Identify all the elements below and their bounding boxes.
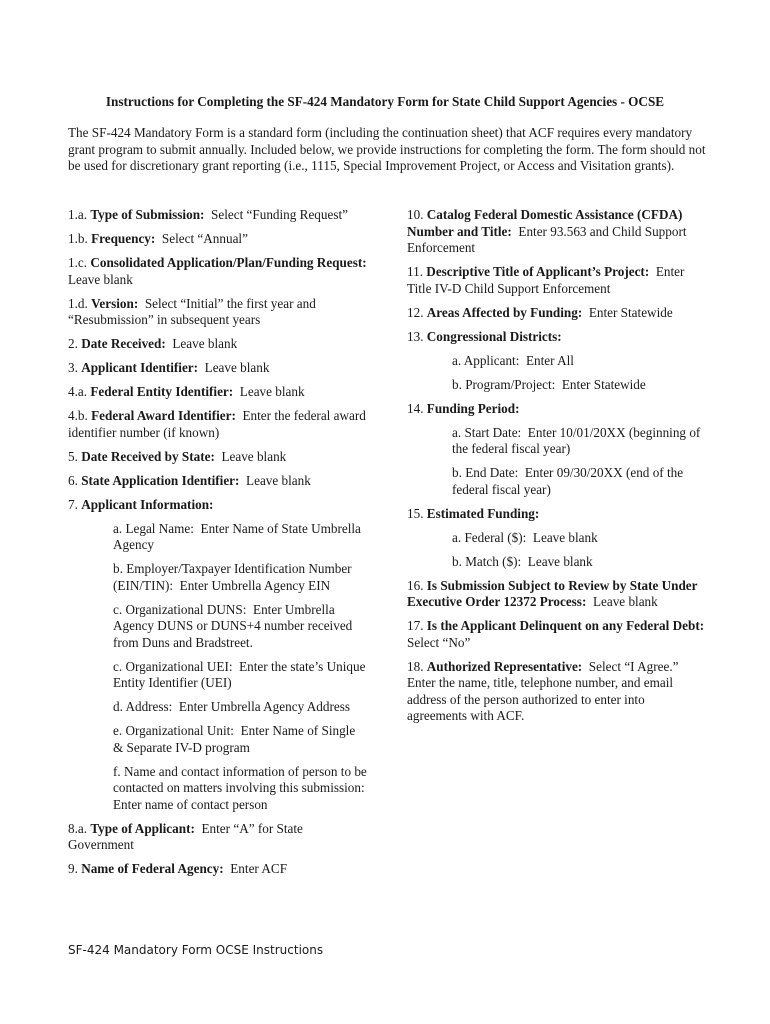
item-number: 1.a. [68, 207, 91, 222]
instruction-item [68, 255, 374, 288]
instruction-subitem [113, 561, 368, 594]
instruction-item [68, 497, 368, 514]
item-text: a. Start Date: Enter 10/01/20XX (beginning of the federal fiscal year) [452, 424, 704, 456]
item-label: Date Received by State: [81, 448, 215, 464]
item-number: 16. [407, 577, 427, 593]
instruction-subitem [113, 521, 368, 554]
item-text: Enter the federal award identifier number (if known) [68, 408, 370, 440]
item-text: Leave blank [586, 594, 658, 609]
item-label: Estimated Funding: [426, 505, 540, 521]
item-text: Enter Statewide [582, 304, 673, 320]
item-number: 2. [68, 336, 82, 351]
item-text: Leave blank [198, 360, 270, 375]
item-number: 13. [407, 328, 427, 344]
item-label: Applicant Identifier: [81, 360, 199, 375]
item-number: 7. [68, 496, 82, 512]
item-text: Select “Annual” [155, 231, 248, 246]
page-title: Instructions for Completing the SF-424 Mandatory Form for State Child Support Agencies - OCSE [105, 94, 665, 109]
item-text: c. Organizational DUNS: Enter Umbrella Agency DUNS or DUNS+4 number received from Duns and Bradstreet. [113, 601, 356, 650]
item-number: 1.d. [68, 295, 92, 311]
item-number: 11. [407, 264, 427, 279]
item-text: a. Legal Name: Enter Name of State Umbrella Agency [113, 520, 364, 552]
item-label: Frequency: [91, 231, 156, 246]
instruction-item [407, 506, 707, 523]
item-text: Select “Funding Request” [204, 207, 348, 222]
instruction-item [407, 264, 707, 297]
item-text: Select “I Agree.” Enter the name, title, telephone number, and email address of the person authorized to enter into agreements with ACF. [407, 658, 686, 723]
item-number: 15. [407, 505, 427, 521]
item-number: 4.a. [68, 384, 91, 399]
instruction-subitem [452, 425, 707, 458]
item-label: Is the Applicant Delinquent on any Federal Debt: [426, 618, 705, 633]
item-label: Is Submission Subject to Review by State Under Executive Order 12372 Process: [407, 577, 698, 609]
instruction-subitem [452, 353, 707, 370]
instruction-item [407, 401, 707, 418]
item-label: Date Received: [81, 336, 166, 351]
left-column [68, 207, 374, 885]
item-label: Consolidated Application/Plan/Funding Request: [90, 255, 367, 270]
instruction-item [68, 473, 368, 490]
instruction-item [68, 360, 368, 377]
item-text: c. Organizational UEI: Enter the state’s Unique Entity Identifier (UEI) [113, 658, 369, 690]
item-number: 12. [407, 304, 427, 320]
item-label: Congressional Districts: [426, 328, 562, 344]
item-number: 10. [407, 207, 427, 222]
item-text: a. Federal ($): Leave blank [452, 529, 598, 545]
item-label: Federal Entity Identifier: [90, 384, 234, 399]
instruction-subitem [113, 659, 368, 692]
item-label: Areas Affected by Funding: [426, 304, 583, 320]
instruction-item [68, 821, 368, 854]
instruction-item [407, 618, 711, 651]
item-text: Leave blank [165, 336, 238, 351]
item-text: Enter Title IV-D Child Support Enforcement [407, 264, 688, 296]
item-label: Version: [91, 295, 139, 311]
instruction-subitem [113, 723, 368, 756]
item-label: Authorized Representative: [426, 658, 583, 674]
item-text: a. Applicant: Enter All [452, 352, 574, 368]
item-text: e. Organizational Unit: Enter Name of Single & Separate IV-D program [113, 723, 359, 755]
item-text: b. Employer/Taxpayer Identification Number (EIN/TIN): Enter Umbrella Agency EIN [113, 561, 355, 593]
intro-paragraph: The SF-424 Mandatory Form is a standard form (including the continuation sheet) that ACF requires every mandatory grant program to submit annually. Included below, we provide instructions for completing the form. The form should not be used for discretionary grant reporting (i.e., 1115, Special Improvement Project, or Access and Visitation grants). [68, 125, 706, 173]
instruction-item [68, 296, 368, 329]
instruction-item [407, 659, 707, 725]
item-text: Leave blank [68, 255, 374, 287]
instruction-subitem [113, 699, 368, 716]
item-text: d. Address: Enter Umbrella Agency Address [113, 699, 350, 714]
item-number: 6. [68, 472, 82, 488]
item-text: f. Name and contact information of person to be contacted on matters involving this submission: Enter name of contact person [113, 763, 372, 812]
item-text: b. Program/Project: Enter Statewide [452, 376, 646, 392]
item-text: Enter “A” for State Government [68, 820, 307, 852]
item-label: Descriptive Title of Applicant’s Project: [426, 264, 650, 279]
item-text: b. Match ($): Leave blank [452, 553, 593, 569]
item-label: Federal Award Identifier: [91, 408, 236, 423]
item-text: Enter ACF [223, 861, 288, 876]
item-label: Name of Federal Agency: [81, 861, 224, 876]
instruction-item [68, 207, 368, 224]
item-label: Funding Period: [426, 400, 520, 416]
item-number: 5. [68, 448, 82, 464]
item-label: Type of Applicant: [90, 820, 195, 836]
instruction-item [68, 336, 368, 353]
instruction-item [68, 861, 368, 878]
page-footer: SF-424 Mandatory Form OCSE Instructions [68, 943, 324, 957]
instruction-subitem [452, 377, 707, 394]
instruction-subitem [452, 465, 707, 498]
item-number: 9. [68, 861, 82, 876]
item-label: Applicant Information: [81, 496, 214, 512]
instruction-item [68, 231, 368, 248]
instruction-item [68, 408, 368, 441]
item-text: b. End Date: Enter 09/30/20XX (end of the federal fiscal year) [452, 465, 687, 497]
instruction-item [407, 578, 707, 611]
item-text: Enter 93.563 and Child Support Enforcement [407, 223, 690, 255]
item-text: Leave blank [233, 384, 305, 399]
instruction-item [407, 305, 707, 322]
instruction-item [407, 329, 707, 346]
item-number: 8.a. [68, 820, 91, 836]
instruction-item [68, 449, 368, 466]
item-text: Select “Initial” the first year and “Resubmission” in subsequent years [68, 295, 320, 327]
item-number: 18. [407, 658, 427, 674]
instruction-subitem [113, 763, 372, 814]
item-text: Leave blank [214, 448, 287, 464]
instruction-subitem [452, 554, 707, 571]
right-column [407, 207, 711, 732]
item-number: 4.b. [68, 408, 92, 423]
item-label: Type of Submission: [90, 207, 205, 222]
instruction-subitem [452, 530, 707, 547]
item-number: 14. [407, 400, 427, 416]
instruction-item [407, 207, 707, 257]
instruction-item [68, 384, 368, 401]
item-number: 1.c. [68, 255, 91, 270]
item-number: 3. [68, 360, 82, 375]
item-label: State Application Identifier: [81, 472, 240, 488]
item-number: 1.b. [68, 231, 92, 246]
item-text: Select “No” [407, 618, 711, 650]
item-number: 17. [407, 618, 427, 633]
item-label: Catalog Federal Domestic Assistance (CFDA) Number and Title: [407, 207, 683, 239]
item-text: Leave blank [239, 472, 311, 488]
instruction-subitem [113, 602, 368, 652]
